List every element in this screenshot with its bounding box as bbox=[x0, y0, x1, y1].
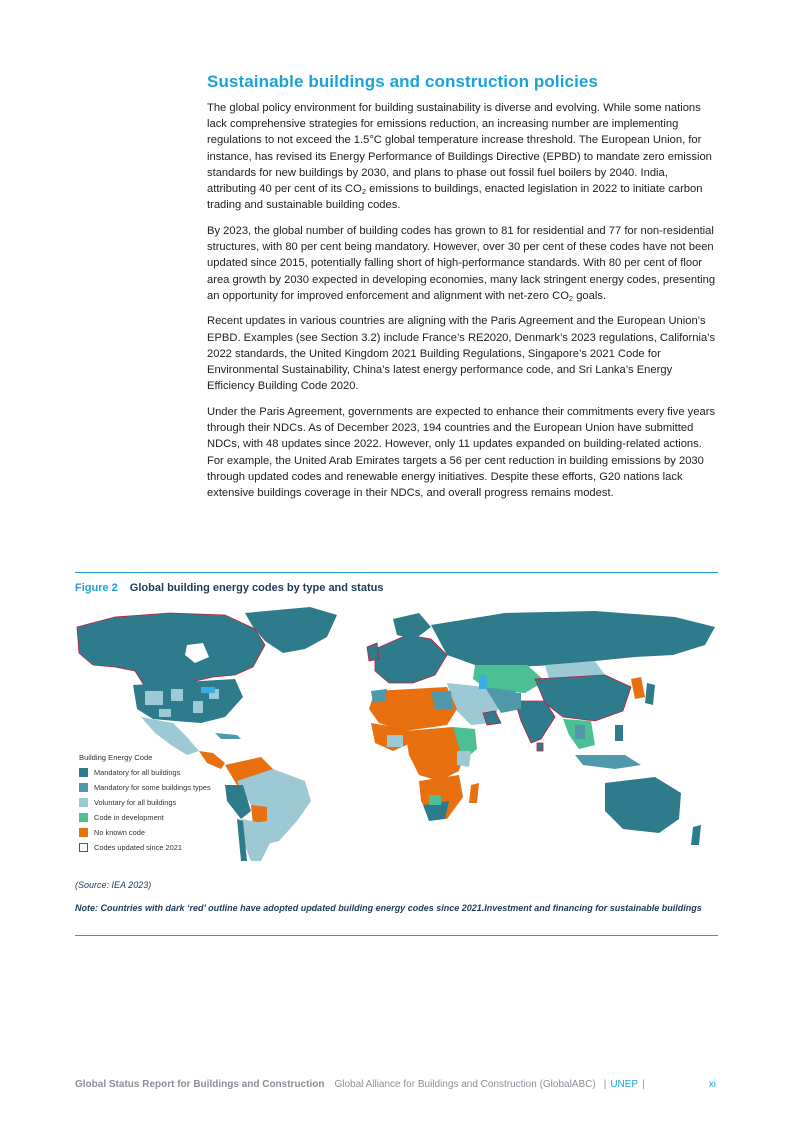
legend-item-mandatory-all: Mandatory for all buildings bbox=[79, 765, 211, 780]
region-usa-voluntary-5 bbox=[159, 709, 171, 717]
region-kenya bbox=[457, 751, 471, 767]
region-mexico bbox=[141, 717, 199, 755]
paragraph-2: By 2023, the global number of building codes has grown to 81 for residential and 77 for non-residential structures, with 80 per cent being mandatory. However, over 30 per cent of these codes have not been updated since 2015, potentially falling short of high-performance standards. With 80 per cent of floor area growth by 2030 expected in developing economies, many lack stringent energy codes, presenting an opportunity for improved enforcement and alignment with net-zero $CO_2$ goals. bbox=[207, 224, 716, 303]
paragraph-3: Recent updates in various countries are aligning with the Paris Agreement and the European Union’s EPBD. Examples (see Section 3.2) include France’s RE2020, Denmark’s 2023 regulations, California’s 2022 standards, the United Kingdom 2021 Building Regulations, Singapore’s 2021 Code for Environmental Sustainability, China’s latest energy performance code, and Sri Lanka’s Energy Efficiency Building Code 2020. bbox=[207, 315, 716, 393]
region-morocco bbox=[371, 689, 387, 703]
legend-swatch bbox=[79, 813, 88, 822]
region-uk bbox=[367, 643, 379, 661]
region-botswana bbox=[429, 795, 441, 805]
region-madagascar bbox=[469, 783, 479, 803]
region-usa-voluntary-3 bbox=[193, 701, 203, 713]
region-caribbean bbox=[215, 733, 241, 739]
legend-swatch bbox=[79, 768, 88, 777]
map-legend bbox=[79, 753, 211, 855]
figure-note: Note: Countries with dark ‘red’ outline have adopted updated building energy codes since 2021.Investment and financing for sustainable buildings bbox=[75, 903, 702, 913]
region-scandinavia bbox=[393, 613, 431, 639]
policies-section bbox=[207, 72, 717, 511]
region-korea-japan bbox=[631, 677, 645, 699]
region-australia bbox=[605, 777, 681, 833]
page-footer bbox=[75, 1079, 718, 1090]
region-russia bbox=[431, 611, 715, 667]
legend-item-mandatory-some: Mandatory for some buildings types bbox=[79, 780, 211, 795]
legend-item-updated-since-2021: Codes updated since 2021 bbox=[79, 840, 211, 855]
region-usa-voluntary-2 bbox=[171, 689, 183, 701]
page-number: xi bbox=[708, 1079, 716, 1090]
footer-separator: | bbox=[603, 1079, 607, 1090]
section-title: Sustainable buildings and construction policies bbox=[207, 72, 599, 91]
region-bolivia bbox=[251, 805, 267, 823]
region-se-asia-2 bbox=[575, 725, 585, 739]
region-caspian bbox=[479, 675, 487, 689]
region-great-lakes bbox=[201, 687, 215, 693]
figure-number: Figure 2 bbox=[75, 582, 118, 594]
footer-report-title: Global Status Report for Buildings and Construction bbox=[75, 1079, 325, 1090]
region-pakistan bbox=[505, 693, 521, 709]
region-ghana-nigeria bbox=[387, 735, 403, 747]
footer-unep: UNEP bbox=[610, 1079, 639, 1090]
region-usa-voluntary-1 bbox=[145, 691, 163, 705]
figure-caption bbox=[75, 582, 383, 594]
figure-title: Global building energy codes by type and status bbox=[129, 582, 384, 594]
paragraph-4: Under the Paris Agreement, governments are expected to enhance their commitments every five years through their NDCs. As of December 2023, 194 countries and the European Union have submitted NDCs, with 48 updates since 2022. However, only 11 updates expanded on building-related actions. For example, the United Arab Emirates targets a 56 per cent reduction in building emissions by 2030 through updated codes and renewable energy initiatives. Despite these efforts, G20 nations lack extensive buildings coverage in their NDCs, and overall progress remains modest. bbox=[207, 405, 716, 499]
region-indonesia bbox=[575, 755, 641, 769]
region-sri-lanka bbox=[537, 743, 543, 751]
paragraph-1: The global policy environment for building sustainability is diverse and evolving. While some nations lack comprehensive strategies for emissions reduction, an increasing number are implementing regulations to not exceed the 1.5°C global temperature increase threshold. The European Union, for instance, has revised its Energy Performance of Buildings Directive (EPBD) to mandate zero emission standards for new buildings by 2030, and plans to phase out fossil fuel boilers by 2040. India, attributing 40 per cent of its $CO_2$ emissions to buildings, enacted legislation in 2022 to initiate carbon trading and sustainable building codes. bbox=[207, 102, 712, 212]
region-new-zealand bbox=[691, 825, 701, 845]
legend-swatch bbox=[79, 828, 88, 837]
figure-bottom-rule bbox=[75, 935, 718, 936]
legend-item-no-code: No known code bbox=[79, 825, 211, 840]
legend-item-voluntary: Voluntary for all buildings bbox=[79, 795, 211, 810]
region-canada bbox=[77, 613, 265, 689]
legend-swatch bbox=[79, 783, 88, 792]
world-map-figure bbox=[75, 605, 718, 863]
legend-title: Building Energy Code bbox=[79, 753, 153, 762]
region-japan bbox=[645, 683, 655, 705]
legend-swatch bbox=[79, 843, 88, 852]
region-europe bbox=[375, 635, 447, 683]
region-philippines bbox=[615, 725, 623, 741]
footer-separator: | bbox=[642, 1079, 645, 1090]
figure-top-rule bbox=[75, 572, 718, 573]
legend-item-in-development: Code in development bbox=[79, 810, 211, 825]
footer-alliance: Global Alliance for Buildings and Construction (GlobalABC) bbox=[334, 1079, 596, 1090]
legend-swatch bbox=[79, 798, 88, 807]
figure-source: (Source: IEA 2023) bbox=[75, 880, 152, 890]
